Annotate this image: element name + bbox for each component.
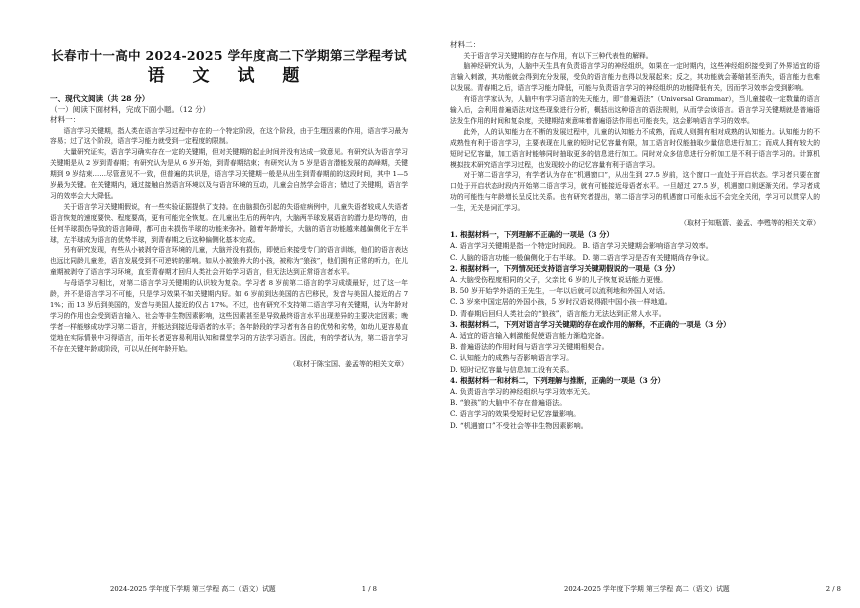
page-footer xyxy=(564,584,841,594)
exam-title: 长春市十一高中 2024-2025 学年度高二下学期第三学程考试 xyxy=(51,48,407,63)
question-option: D. “机遇窗口”不受社会等非生物因素影响。 xyxy=(450,420,588,430)
subsection-heading: （一）阅读下面材料，完成下面小题。（12 分） xyxy=(50,104,211,114)
question-option: B. 普遍语法的作用时间与语言学习关键期相契合。 xyxy=(450,342,609,352)
material-one-source: （取材于陈宝国、姜孟等的相关文章） xyxy=(289,359,408,368)
question-option: D. 青春期后回归人类社会的“狼孩”，语言能力无法达到正常人水平。 xyxy=(450,308,666,318)
page-number: 2 / 8 xyxy=(825,585,841,593)
question-stem: 2. 根据材料一，下列情况还支持语言学习关键期假说的一项是（3 分） xyxy=(450,263,680,273)
material-two-paragraph: 脑神经研究认为，人脑中天生具有负责语言学习的神经组织，如果在一定时期内，这些神经组织接受到了外界适宜的语言输入刺激，其功能就会得到充分发展，受负的语言能力也得以发展起来；反之，其功能就会萎缩甚至消失，语言能力也难以发展。青春期之后，语言学习能力降低，可能与负责语言学习的神经组织的功能降低有关，因而学习效率会受到影响。 xyxy=(450,62,820,93)
material-one-label: 材料一： xyxy=(50,115,81,124)
question-option: C. 语言学习的效果受短时记忆容量影响。 xyxy=(450,409,581,419)
question-option: C. 3 岁来中国定居的外国小孩，5 岁时汉语说得跟中国小孩一样地道。 xyxy=(450,297,672,307)
material-two-paragraph: 对于第二语言学习，有学者认为存在“机遇窗口”，从出生到 27.5 岁前，这个窗口一直处于开启状态。学习者只要在窗口处于开启状态时段内开始第二语言学习，就有可能接近母语者水平。一旦超过 27.5 岁，机遇窗口则逐渐关闭。学习者成功的可能性与年龄增长呈反比关系。也有研究者提出，第二语言学习的机遇窗口可能永远不会完全关闭，学习可以贯穿人的一生，无关是词汇学习。 xyxy=(450,171,820,213)
section-heading: 一、现代文阅读（共 28 分） xyxy=(50,94,150,103)
question-option: A. 大脑受伤程度相同的父子，父亲比 6 岁的儿子恢复说话能力更慢。 xyxy=(450,274,668,284)
exam-page-right xyxy=(430,0,860,608)
exam-subject-title: 语 文 试 题 xyxy=(147,66,311,86)
question-option: A. 语言学习关键期是指一个特定时间段。 B. 语言学习关键期会影响语言学习效率。 xyxy=(450,241,713,251)
question-option: B. “狼孩”的大脑中不存在普遍语法。 xyxy=(450,398,567,408)
material-one-paragraph: 另有研究发现，有些从小被剥夺语言环境的儿童，大脑并没有损伤，即使后来接受专门的语言训练，他们的语言表达也远比同龄儿童差，语言发展受到不可逆转的影响。如从小被狼养大的小孩，被称为“狼孩”，他们拥有正常的听力，在儿童期被剥夺了语言学习环境，直至青春期才回归人类社会开始学习语言，但无法达到正常语言者水平。 xyxy=(50,246,408,277)
material-two-paragraph: 关于语言学习关键期的存在与作用，有以下三种代表性的解释。 xyxy=(463,51,653,60)
question-option: A. 负责语言学习的神经组织与学习效率无关。 xyxy=(450,386,595,396)
footer-exam-info: 2024-2025 学年度下学期 第三学程 高二（语文）试题 xyxy=(564,585,730,593)
material-two-source: （取材于知瓶箭、姜孟、李甦等的相关文章） xyxy=(680,219,820,228)
question-stem: 1. 根据材料一，下列理解不正确的一项是（3 分） xyxy=(450,230,614,240)
page-footer xyxy=(110,584,377,594)
question-stem: 3. 根据材料二，下列对语言学习关键期的存在或作用的解释，不正确的一项是（3 分） xyxy=(450,319,731,329)
question-option: A. 适宜的语言输入刺激能促使语言能力渐趋完备。 xyxy=(450,330,609,340)
material-two-label: 材料二： xyxy=(450,40,481,49)
material-one-paragraph: 语言学习关键期，指人类在语言学习过程中存在的一个特定阶段，在这个阶段，由于生理因素的作用，语言学习最为容易；过了这个阶段，语言学习能力就受到一定程度的限制。 xyxy=(50,126,408,146)
question-option: C. 人脑的语言功能一般偏侧化于右半球。 D. 第二语言学习是否有关键期尚存争议。 xyxy=(450,252,714,262)
material-one-paragraph: 与母语学习相比，对第二语言学习关键期的认识较为复杂。学习者 8 岁前第二语言的学习成绩最好，过了这一年龄，并不是语言学习不可能，只是学习效果不如关键期内好。如 6 岁前到达美国的古巴移民，发音与美国人接近的占 71%；而 13 岁后到美国的，发音与美国人接近的仅占 17%。不过，也有研究不支持第二语言学习有关键期，认为年龄对学习的作用也会受到语言输入、社会等非生物因素影响，这些因素甚至是导致最终语言水平出现差异的主要决定因素；晚学者一样能够成功学习第二语言，并能达到接近母语者的水平；各年龄段的学习者有各自的优势和劣势，如幼儿更容易直觉地在实际情景中习得语言，而年长者更容易利用认知和课堂学习的方法学习语言。因此，有的学者认为，第二语言学习不存在关键年龄或阶段，可以从任何年龄开始。 xyxy=(50,279,408,353)
question-option: C. 认知能力的成熟与否影响语言学习。 xyxy=(450,353,574,363)
material-one-paragraph: 大量研究证实，语言学习确实存在一定的关键期，但对关键期的起止时间并没有达成一致意见。有研究认为语言学习关键期是从 2 岁到青春期；有研究认为是从 6 岁开始，到青春期结束；有研究认为 5 岁是语言潜能发展的高峰期，关键期到 9 岁结束……尽管意见不一致，但普遍的共识是，语言学习关键期一般是从出生到青春期前的这段时间，其中 1—5 岁最为关键。在关键期内，通过接触自然语言环境以及与语言环境的互动，儿童会自然学会语言；错过了关键期，语言学习的效率会大大降低。 xyxy=(50,148,408,200)
material-one-paragraph: 关于语言学习关键期假说，有一些实验证据提供了支持。在由脑损伤引起的失语症病例中，儿童失语者较成人失语者语言恢复的速度要快、程度要高，更有可能完全恢复。在儿童出生后的两年内，大脑两半球发展语言的潜力是均等的，由任何半球损伤导致的语言障碍，都可由未损伤半球的功能来弥补。随着年龄增长，大脑的语言功能越来越偏侧化于左半球，左半球成为语言的优势半球，到青春期之后这种偏侧化基本完成。 xyxy=(50,202,408,244)
question-option: B. 50 岁开始学外语的王先生，一年以后就可以流利地和外国人对话。 xyxy=(450,286,670,296)
footer-exam-info: 2024-2025 学年度下学期 第三学程 高二（语文）试题 xyxy=(110,585,276,593)
material-two-paragraph: 有语言学家认为，人脑中有学习语言的先天能力，即“普遍语法”（Universal Grammar），当儿童接收一定数量的语言输入后，会利用普遍语法对这些现象进行分析，概括出这种语言的语法规则，从而学会该语言。语言学习关键期就是普遍语法发生作用的时间和复杂度，关键期结束意味着普遍语法作用也可能丧失，这会影响语言学习的效率。 xyxy=(450,95,820,125)
question-stem: 4. 根据材料一和材料二，下列理解与推断，正确的一项是（3 分） xyxy=(450,375,665,385)
material-two-paragraph: 此外，人的认知能力在不断的发展过程中，儿童的认知能力不成熟，而成人则拥有相对成熟的认知能力。认知能力的不成熟性有利于语言学习，主要表现在儿童的短时记忆容量有限，加工语言时仅能抽取少量信息进行加工；而成人拥有较大的短时记忆容量，加工语言时能够同时抽取更多的信息进行加工。同时对众多信息进行分析加工是不利于语言学习的。计算机模拟技术研究语言学习过程，也发现较小的记忆容量有利于语言学习。 xyxy=(450,127,820,169)
page-number: 1 / 8 xyxy=(361,585,377,593)
question-option: D. 短时记忆容量与信息加工没有关系。 xyxy=(450,364,574,374)
